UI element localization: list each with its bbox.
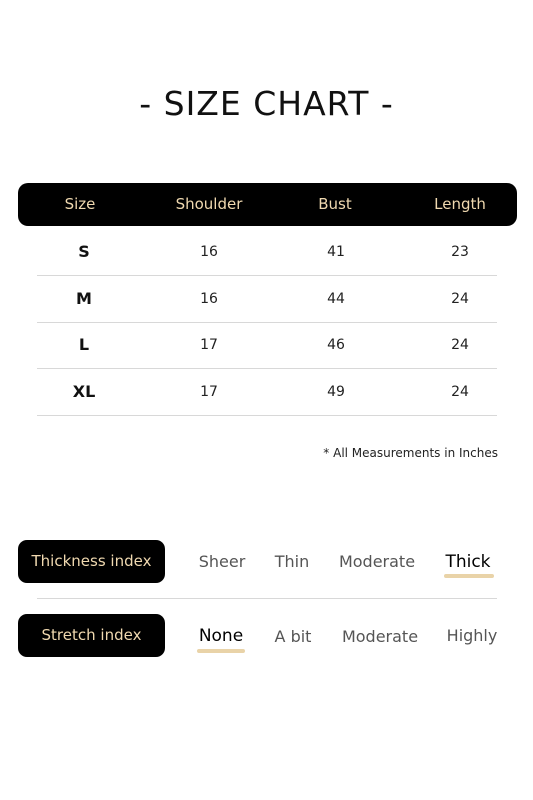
thickness-option-sheer: Sheer [198,552,246,571]
bust-cell: 46 [327,337,345,353]
size-cell: S [78,242,90,261]
stretch-index-label: Stretch index [18,614,165,657]
length-cell: 24 [451,337,469,353]
table-row [37,229,497,276]
stretch-option-none: None [198,626,244,646]
column-header-shoulder: Shoulder [175,195,243,213]
shoulder-cell: 16 [200,244,218,260]
thickness-index-label: Thickness index [18,540,165,583]
bust-cell: 44 [327,291,345,307]
stretch-option-moderate: Moderate [341,627,419,646]
length-cell: 24 [451,384,469,400]
table-row [37,322,497,369]
stretch-selected-indicator [197,649,245,653]
size-cell: XL [72,382,96,401]
length-cell: 23 [451,244,469,260]
shoulder-cell: 16 [200,291,218,307]
shoulder-cell: 17 [200,337,218,353]
size-cell: M [76,289,92,308]
table-header [18,183,517,226]
stretch-option-highly: Highly [446,626,498,645]
section-divider [37,598,497,599]
page-title: - SIZE CHART - [139,84,394,123]
measurement-note: * All Measurements in Inches [323,446,498,460]
thickness-option-thick: Thick [445,552,491,572]
thickness-option-thin: Thin [274,552,310,571]
length-cell: 24 [451,291,469,307]
bust-cell: 41 [327,244,345,260]
thickness-selected-indicator [444,574,494,578]
column-header-bust: Bust [318,195,352,213]
column-header-length: Length [434,195,486,213]
table-row [37,276,497,323]
thickness-option-moderate: Moderate [338,552,416,571]
stretch-option-a-bit: A bit [274,627,312,646]
size-cell: L [78,335,90,354]
table-row [37,369,497,416]
column-header-size: Size [64,195,96,213]
bust-cell: 49 [327,384,345,400]
shoulder-cell: 17 [200,384,218,400]
